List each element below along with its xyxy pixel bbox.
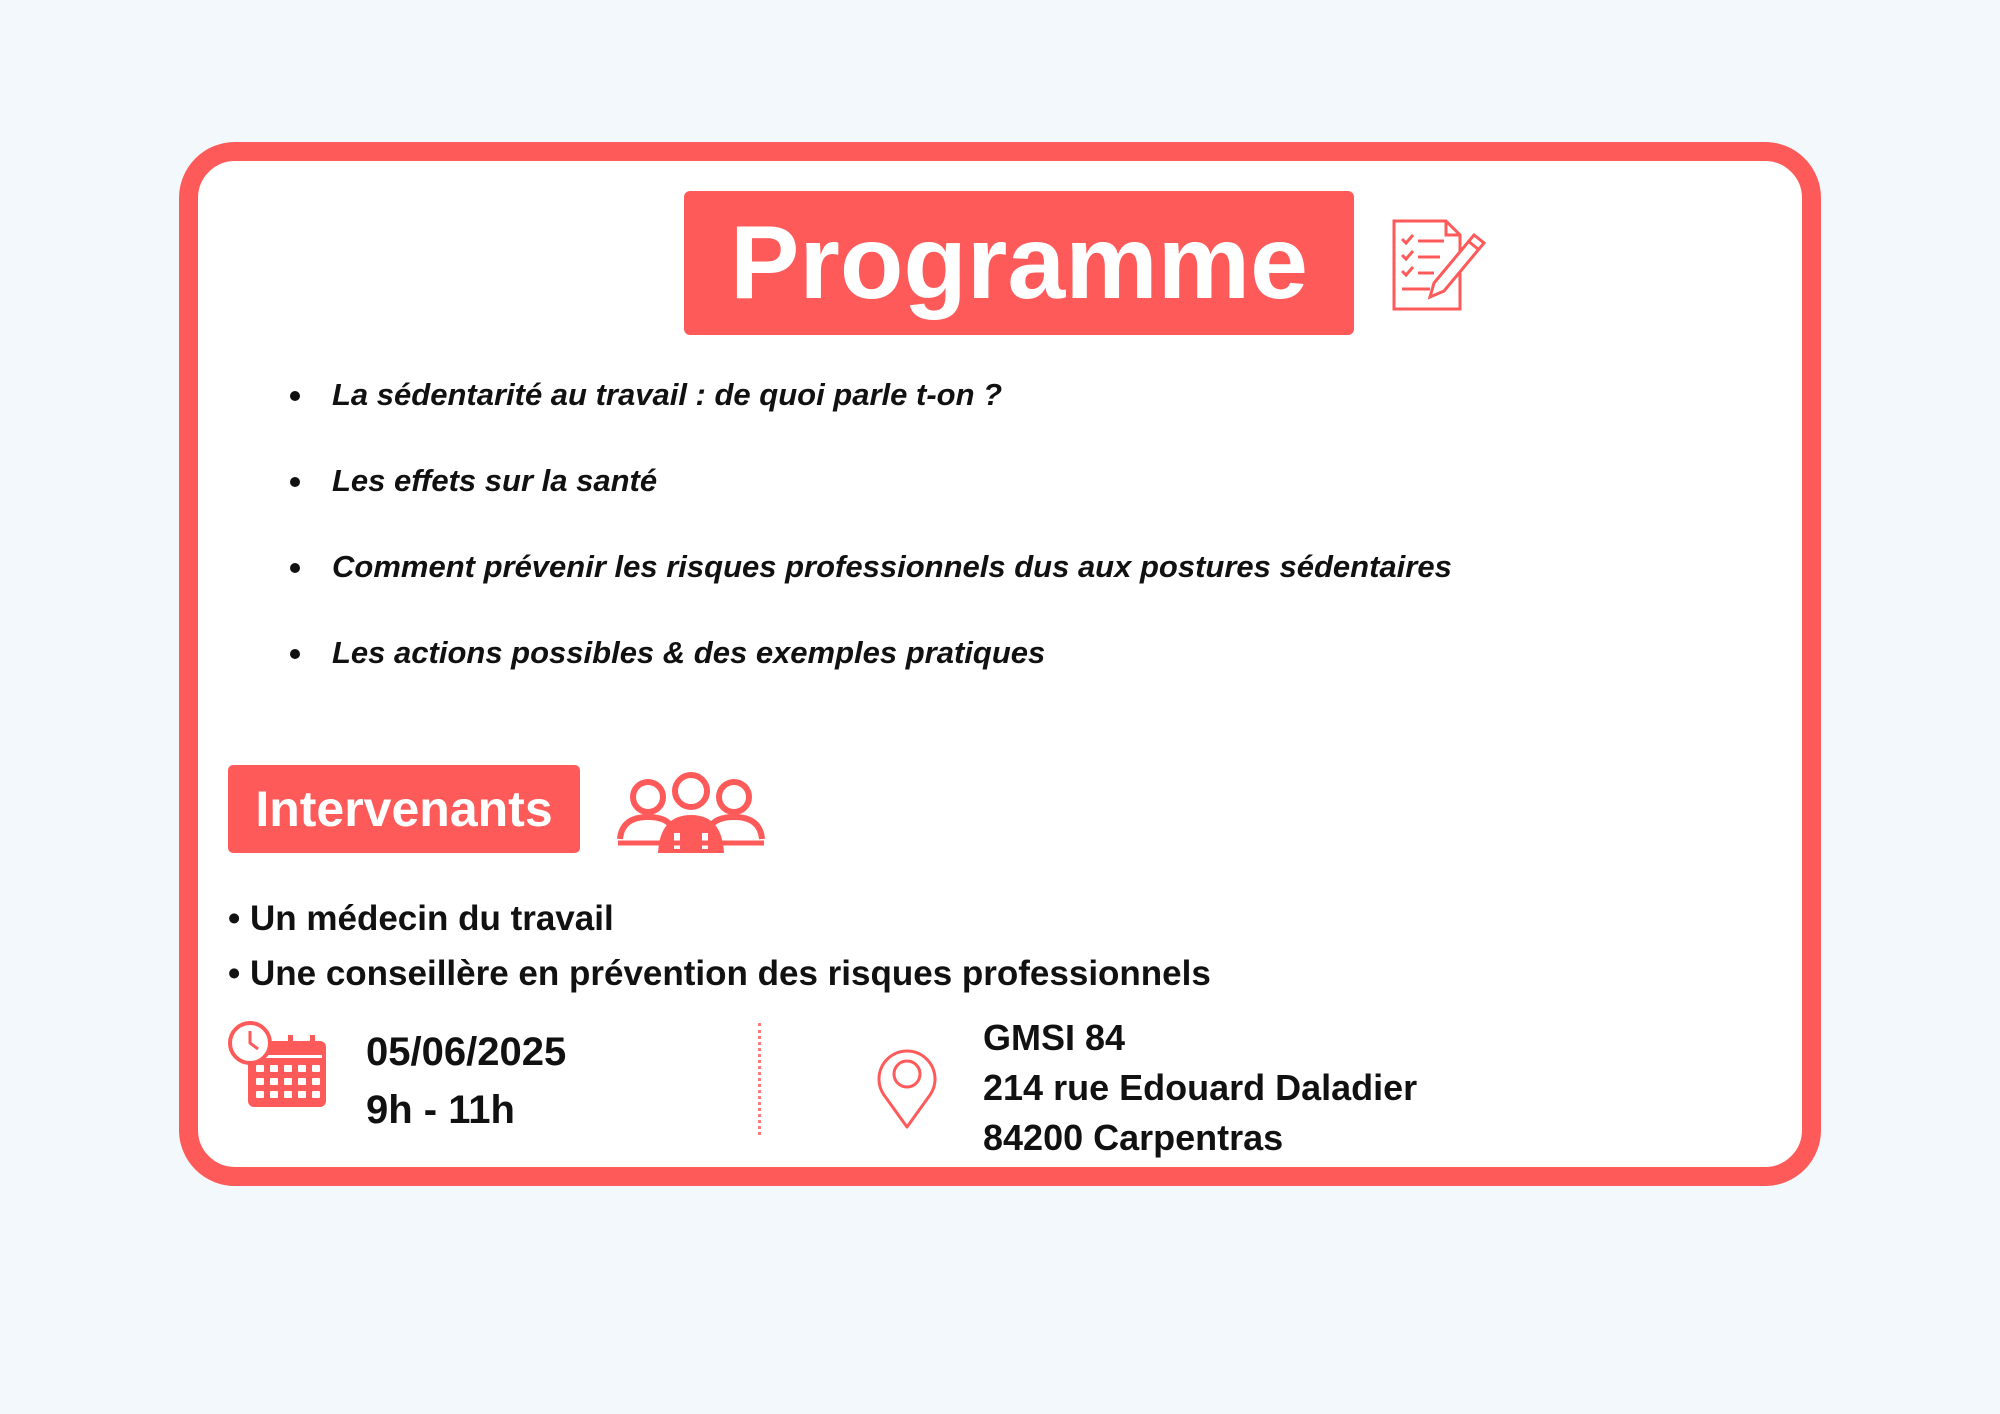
event-date: 05/06/2025 <box>366 1030 567 1074</box>
address-city: 84200 Carpentras <box>983 1117 1284 1158</box>
programme-item: Les effets sur la santé <box>290 461 1452 547</box>
calendar-clock-icon <box>228 1021 328 1111</box>
programme-item: La sédentarité au travail : de quoi parle t-on ? <box>290 375 1452 461</box>
event-address <box>983 1013 1417 1163</box>
programme-title: Programme <box>684 191 1354 335</box>
address-name: GMSI 84 <box>983 1017 1126 1058</box>
intervenants-title: Intervenants <box>228 765 580 853</box>
intervenant-item: • Une conseillère en prévention des risques professionnels <box>228 954 1211 993</box>
programme-item: Les actions possibles & des exemples pratiques <box>290 633 1452 719</box>
event-datetime <box>366 1023 566 1139</box>
address-street: 214 rue Edouard Daladier <box>983 1067 1418 1108</box>
location-pin-icon <box>872 1041 942 1131</box>
programme-item: Comment prévenir les risques professionnels dus aux postures sédentaires <box>290 547 1452 633</box>
checklist-pencil-icon <box>1388 215 1488 315</box>
divider <box>758 1023 761 1135</box>
group-people-icon <box>616 771 766 855</box>
intervenant-item: • Un médecin du travail <box>228 899 614 938</box>
intervenants-list <box>228 891 1211 1001</box>
programme-list <box>290 375 1452 719</box>
programme-card <box>179 142 1821 1186</box>
event-time: 9h - 11h <box>366 1088 515 1132</box>
